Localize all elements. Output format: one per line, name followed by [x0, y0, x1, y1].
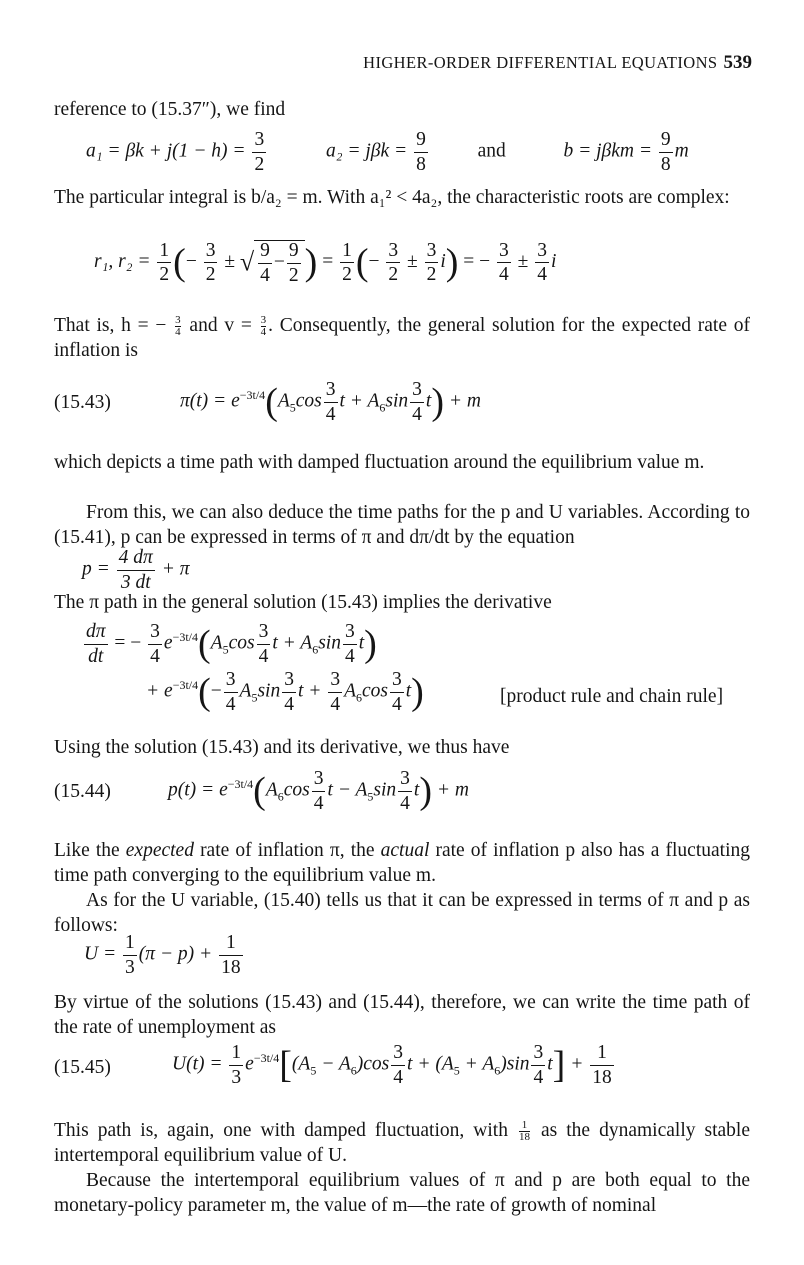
- equation-number-15-44: (15.44): [54, 781, 111, 802]
- paragraph-11: This path is, again, one with damped fluctuation, with $\frac{1}{18}$ as the dynamically stable intertemporal equilibrium value of U.: [54, 1119, 751, 1167]
- frac-9-8: $\frac{9}{8}$: [416, 129, 426, 175]
- running-header-title: HIGHER-ORDER DIFFERENTIAL EQUATIONS: [363, 53, 718, 72]
- frac-3-2: $\frac{3}{2}$: [254, 129, 265, 175]
- equation-coefficients: a₁ = βk + j(1 − h) = $\frac{3}{2}$ a₂ = jβk = $\frac{9}{8}$ and b = jβkm = $\frac{9}{8}$ m: [86, 129, 689, 175]
- equation-number-15-45: (15.45): [54, 1057, 111, 1078]
- paragraph-8: Like the expected rate of inflation π, the actual rate of inflation p also has a fluctuating time path converging to the equilibrium value m.: [54, 840, 750, 886]
- paragraph-4: which depicts a time path with damped fluctuation around the equilibrium value m.: [54, 452, 705, 473]
- paragraph-10: By virtue of the solutions (15.43) and (15.44), therefore, we can write the time path of the rate of unemployment as: [54, 992, 750, 1038]
- paragraph-2: The particular integral is b/a₂ = m. With a₁² < 4a₂, the characteristic roots are complex:: [54, 187, 730, 208]
- equation-derivative-line-1: $\frac{d\pi}{dt}$ = − $\frac{3}{4}$ $e^{-3t/4}(A_5\cos$ $\frac{3}{4}$ $t + A_6\sin$ $\frac{3}{4}$ t): [86, 621, 377, 667]
- equation-number-15-43: (15.43): [54, 392, 111, 413]
- paragraph-9: As for the U variable, (15.40) tells us that it can be expressed in terms of π and p as follows:: [54, 890, 750, 936]
- paragraph-5: From this, we can also deduce the time paths for the p and U variables. According to (15.41), p can be expressed in terms of π and dπ/dt by the equation: [54, 502, 750, 548]
- paragraph-12: Because the intertemporal equilibrium values of π and p are both equal to the monetary-policy parameter m, the value of m—the rate of growth of nominal: [54, 1170, 750, 1216]
- equation-15-43: $\pi(t) = e^{-3t/4}(A_5\cos$ $\frac{3}{4}$ $t + A_6\sin$ $\frac{3}{4}$ t) + m: [180, 379, 481, 425]
- eq-b: b = jβkm =: [563, 140, 653, 162]
- product-rule-note: [product rule and chain rule]: [500, 686, 724, 707]
- paragraph-3: That is, h = − $\frac{3}{4}$ and v = $\frac{3}{4}$ . Consequently, the general solution for the expected rate of inflation is: [54, 314, 750, 362]
- equation-15-44: $p(t) = e^{-3t/4}(A_6\cos$ $\frac{3}{4}$ $t - A_5\sin$ $\frac{3}{4}$ t) + m: [168, 768, 469, 814]
- running-header: [363, 52, 752, 74]
- eq-a1: a₁ = βk + j(1 − h) =: [86, 140, 246, 162]
- eq-and: and: [477, 140, 506, 162]
- equation-derivative-line-2: + $e^{-3t/4}(-$ $\frac{3}{4}$ $A_5\sin$ $\frac{3}{4}$ t + $\frac{3}{4}$ $A_6\cos$ $\frac{3}{4}$ t): [146, 669, 424, 715]
- equation-roots: r₁, r₂ = $\frac{1}{2}$ (− $\frac{3}{2}$ ± √ $\frac{9}{4}$ − $\frac{9}{2}$ ) = $\frac{1}{2}$ (− $\frac{3}{2}$ ± $\frac{3}{2}$ i) = − $\frac{3}{4}$ ± $\frac{3}{4}$ i: [94, 239, 557, 286]
- paragraph-7: Using the solution (15.43) and its derivative, we thus have: [54, 737, 510, 758]
- eq-a2: a₂ = jβk =: [325, 140, 408, 162]
- roots-lhs: r₁, r₂ =: [94, 250, 151, 272]
- frac-9-8-b: $\frac{9}{8}$: [660, 129, 671, 175]
- paragraph-1: reference to (15.37″), we find: [54, 99, 286, 120]
- equation-u: U = $\frac{1}{3}$ (π − p) + $\frac{1}{18}$: [84, 932, 241, 978]
- equation-15-45: U(t) = $\frac{1}{3}$ $e^{-3t/4}[(A_5 - A_6)\cos$ $\frac{3}{4}$ $t + (A_5 + A_6)\sin$ $\frac{3}{4}$ t] + $\frac{1}{18}$: [172, 1042, 612, 1088]
- page-number: 539: [723, 52, 752, 73]
- paragraph-6: The π path in the general solution (15.43) implies the derivative: [54, 592, 552, 613]
- equation-p: p = $\frac{4 d\pi}{3 dt}$ + π: [82, 547, 190, 593]
